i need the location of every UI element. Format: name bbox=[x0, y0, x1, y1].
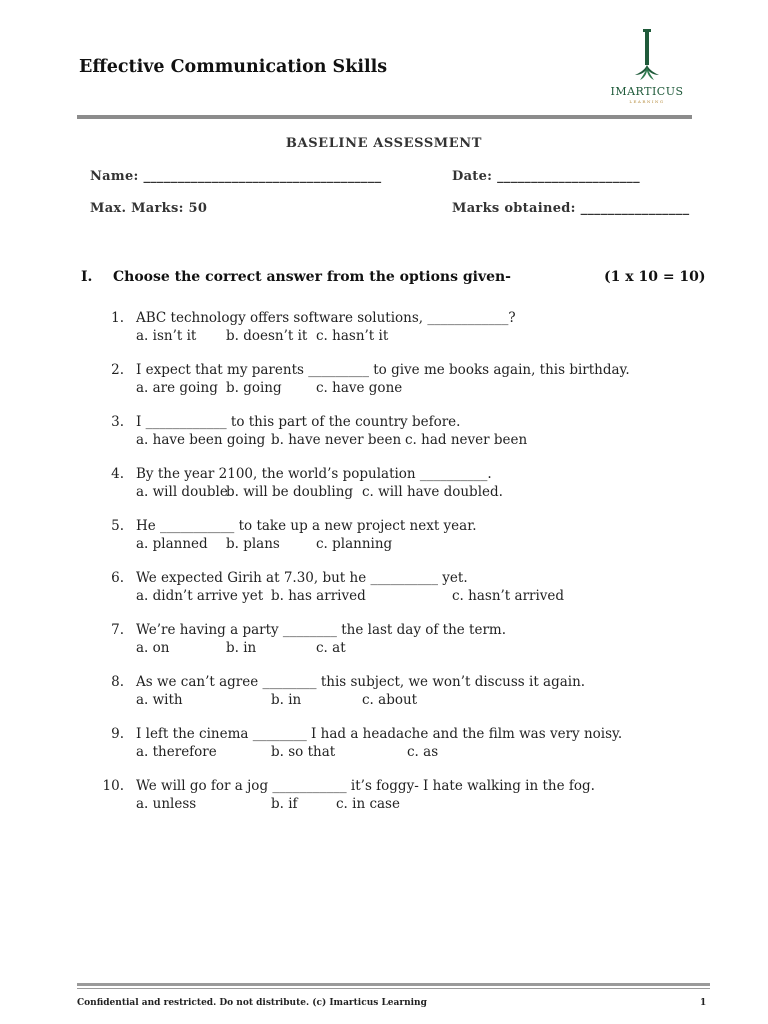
question-number: 9. bbox=[111, 726, 124, 742]
question-text: He ___________ to take up a new project next year. bbox=[136, 518, 477, 534]
option-b: b. plans bbox=[226, 536, 280, 552]
option-a: a. have been going bbox=[136, 432, 266, 448]
footer-confidential-notice: Confidential and restricted. Do not distribute. (c) Imarticus Learning bbox=[77, 998, 427, 1008]
option-a: a. isn’t it bbox=[136, 328, 197, 344]
question-text: We expected Girih at 7.30, but he __________ yet. bbox=[136, 570, 468, 586]
question-text: ABC technology offers software solutions, ____________? bbox=[136, 310, 516, 326]
option-b: b. have never been bbox=[271, 432, 402, 448]
option-a: a. with bbox=[136, 692, 183, 708]
question-number: 10. bbox=[102, 778, 124, 794]
logo-wordmark: IMARTICUS bbox=[610, 85, 684, 98]
date-field: Date: _____________________ bbox=[452, 169, 640, 184]
section-numeral: I. bbox=[81, 269, 93, 285]
name-field: Name: ___________________________________ bbox=[90, 169, 382, 184]
option-a: a. didn’t arrive yet bbox=[136, 588, 264, 604]
footer-divider-thin bbox=[77, 988, 710, 989]
section-instruction: Choose the correct answer from the options given- bbox=[113, 269, 511, 285]
question-number: 3. bbox=[111, 414, 124, 430]
question-text: I left the cinema ________ I had a headache and the film was very noisy. bbox=[136, 726, 623, 742]
option-a: a. are going bbox=[136, 380, 218, 396]
question-number: 8. bbox=[111, 674, 124, 690]
assessment-title: BASELINE ASSESSMENT bbox=[285, 136, 483, 151]
option-c: c. in case bbox=[336, 796, 400, 812]
option-a: a. on bbox=[136, 640, 170, 656]
option-b: b. has arrived bbox=[271, 588, 366, 604]
question-number: 4. bbox=[111, 466, 124, 482]
question-text: We’re having a party ________ the last day of the term. bbox=[136, 622, 507, 638]
option-a: a. therefore bbox=[136, 744, 217, 760]
option-b: b. in bbox=[226, 640, 257, 656]
option-b: b. in bbox=[271, 692, 302, 708]
header-divider bbox=[77, 115, 692, 119]
option-b: b. if bbox=[271, 796, 298, 812]
question-number: 2. bbox=[111, 362, 124, 378]
option-c: c. about bbox=[362, 692, 418, 708]
option-b: b. will be doubling bbox=[226, 484, 354, 500]
option-c: c. hasn’t arrived bbox=[452, 588, 565, 604]
option-a: a. will double bbox=[136, 484, 228, 500]
logo-mark-icon bbox=[632, 27, 662, 83]
option-c: c. planning bbox=[316, 536, 393, 552]
imarticus-logo bbox=[606, 27, 688, 107]
section-marks: (1 x 10 = 10) bbox=[604, 269, 706, 285]
option-c: c. hasn’t it bbox=[316, 328, 389, 344]
option-b: b. doesn’t it bbox=[226, 328, 308, 344]
question-text: I ____________ to this part of the country before. bbox=[136, 414, 461, 430]
question-text: As we can’t agree ________ this subject, we won’t discuss it again. bbox=[136, 674, 586, 690]
option-b: b. so that bbox=[271, 744, 336, 760]
logo-subtext: LEARNING bbox=[629, 99, 665, 104]
option-b: b. going bbox=[226, 380, 282, 396]
question-text: By the year 2100, the world’s population __________. bbox=[136, 466, 492, 482]
option-c: c. had never been bbox=[405, 432, 528, 448]
question-text: We will go for a jog ___________ it’s foggy- I hate walking in the fog. bbox=[136, 778, 595, 794]
option-c: c. at bbox=[316, 640, 346, 656]
footer-divider bbox=[77, 983, 710, 986]
option-a: a. planned bbox=[136, 536, 208, 552]
option-a: a. unless bbox=[136, 796, 197, 812]
page-number: 1 bbox=[700, 998, 707, 1008]
document-title: Effective Communication Skills bbox=[79, 57, 388, 77]
question-number: 1. bbox=[111, 310, 124, 326]
question-number: 5. bbox=[111, 518, 124, 534]
option-c: c. will have doubled. bbox=[362, 484, 503, 500]
option-c: c. as bbox=[407, 744, 439, 760]
question-number: 7. bbox=[111, 622, 124, 638]
max-marks: Max. Marks: 50 bbox=[90, 201, 208, 216]
marks-obtained-field: Marks obtained: ________________ bbox=[452, 201, 690, 216]
option-c: c. have gone bbox=[316, 380, 403, 396]
question-text: I expect that my parents _________ to give me books again, this birthday. bbox=[136, 362, 630, 378]
question-number: 6. bbox=[111, 570, 124, 586]
